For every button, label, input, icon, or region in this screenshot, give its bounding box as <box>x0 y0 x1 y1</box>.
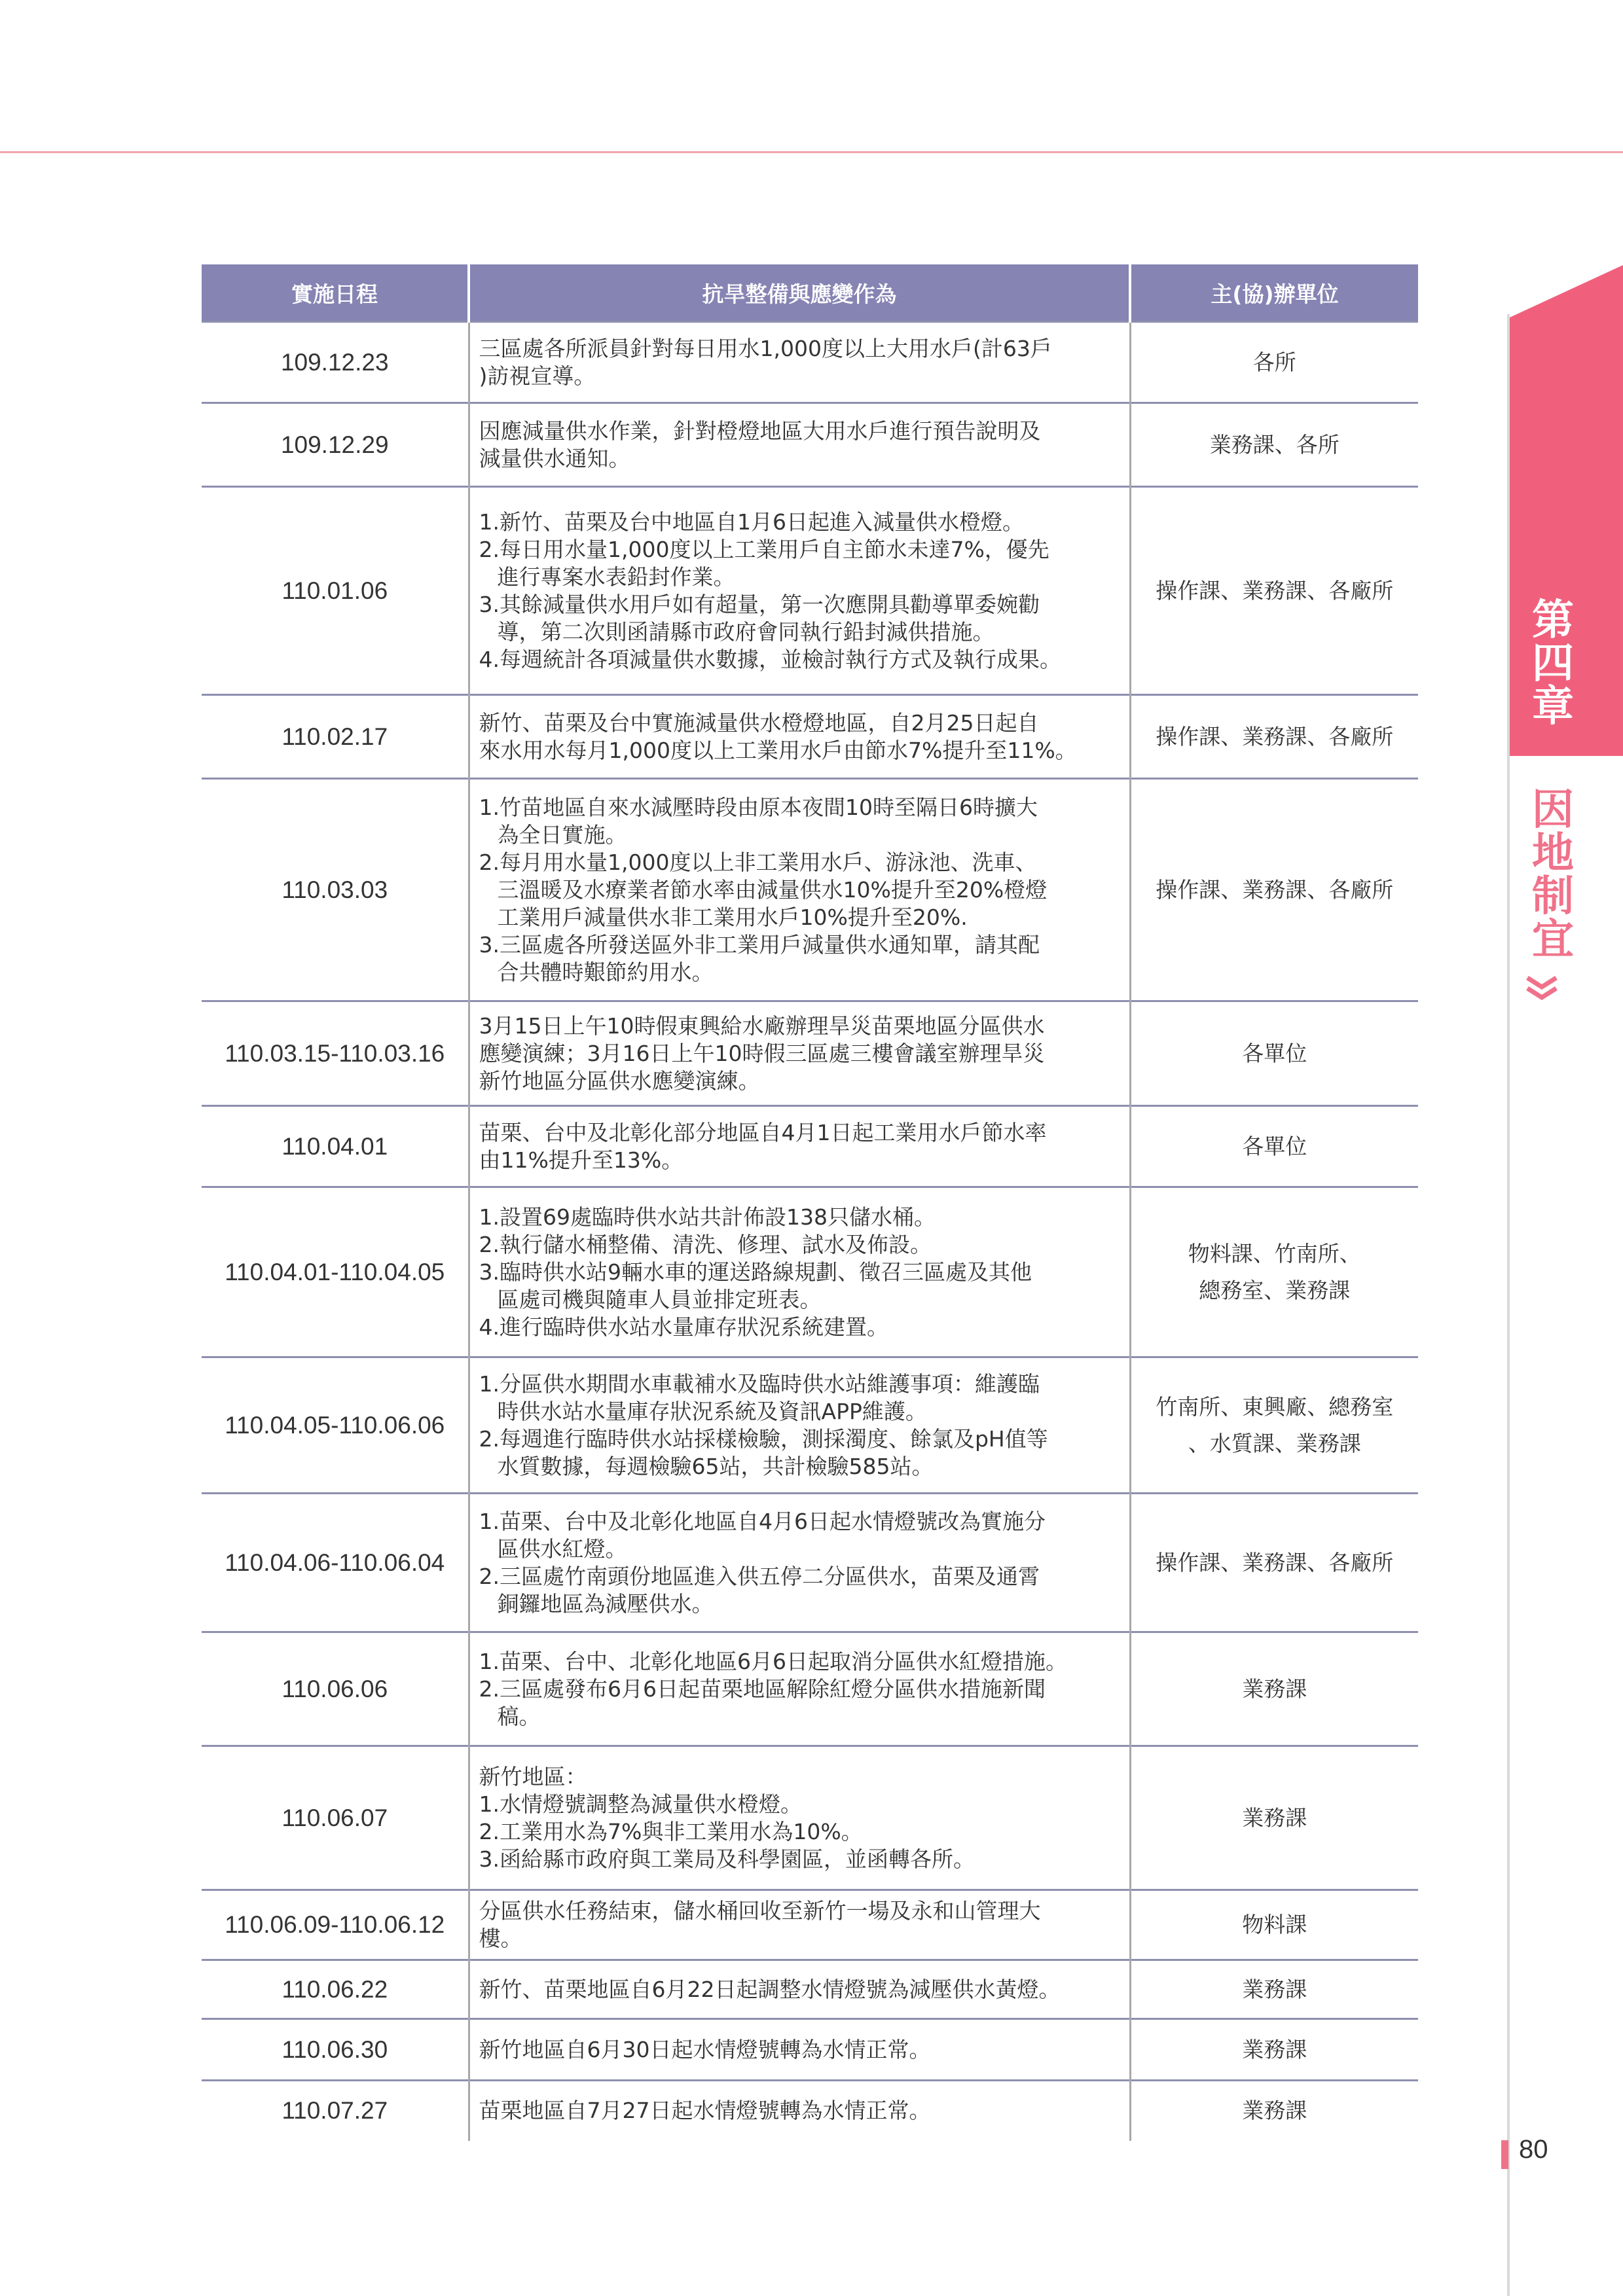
unit-line: 業務課 <box>1242 2036 1307 2062</box>
date-cell: 110.03.03 <box>202 779 469 1001</box>
actions-cell <box>469 1357 1130 1494</box>
unit-line: 各單位 <box>1242 1133 1307 1159</box>
action-line: 稿。 <box>497 1703 541 1729</box>
unit-cell <box>1130 1890 1418 1960</box>
action-line: 新竹地區： <box>479 1763 587 1789</box>
date-cell: 109.12.23 <box>202 322 469 403</box>
action-line: 新竹地區分區供水應變演練。 <box>479 1067 760 1094</box>
table-row <box>202 1494 1418 1632</box>
actions-cell <box>469 1187 1130 1357</box>
action-line: 1.苗栗、台中及北彰化地區自4月6日起水情燈號改為實施分 <box>479 1508 1046 1534</box>
table-row <box>202 2019 1418 2081</box>
table-row <box>202 695 1418 779</box>
action-line: 新竹、苗栗地區自6月22日起調整水情燈號為減壓供水黃燈。 <box>479 1976 1061 2002</box>
chapter-title: 因 地 制 宜 <box>1532 785 1574 964</box>
action-line: 工業用戶減量供水非工業用水戶10%提升至20%. <box>497 904 968 930</box>
unit-line: 各所 <box>1252 349 1296 375</box>
action-line: 合共體時艱節約用水。 <box>497 959 714 985</box>
action-line: 分區供水任務結束，儲水桶回收至新竹一場及永和山管理大 <box>479 1898 1041 1924</box>
chapter-label: 第 四 章 <box>1532 596 1574 731</box>
action-line: 3.三區處各所發送區外非工業用戶減量供水通知單，請其配 <box>479 931 1040 958</box>
action-line: 為全日實施。 <box>497 821 627 848</box>
table-row <box>202 403 1418 487</box>
unit-cell <box>1130 695 1418 779</box>
action-line: 1.苗栗、台中、北彰化地區6月6日起取消分區供水紅燈措施。 <box>479 1648 1067 1674</box>
unit-cell <box>1130 1187 1418 1357</box>
actions-cell <box>469 695 1130 779</box>
date-cell: 110.04.06-110.06.04 <box>202 1494 469 1632</box>
action-line: 2.三區處發布6月6日起苗栗地區解除紅燈分區供水措施新聞 <box>479 1676 1046 1702</box>
unit-line: 操作課、業務課、各廠所 <box>1156 1549 1394 1575</box>
date-cell: 110.01.06 <box>202 487 469 695</box>
action-line: 1.設置69處臨時供水站共計佈設138只儲水桶。 <box>479 1204 936 1230</box>
action-line: 三溫暖及水療業者節水率由減量供水10%提升至20%橙燈 <box>497 876 1048 903</box>
unit-line: 物料課、竹南所、 <box>1188 1240 1361 1266</box>
date-cell: 110.03.15-110.03.16 <box>202 1001 469 1106</box>
table-row <box>202 2081 1418 2141</box>
actions-cell <box>469 1960 1130 2019</box>
unit-line: 總務室、業務課 <box>1199 1277 1351 1303</box>
action-line: 減量供水通知。 <box>479 445 630 471</box>
table-row <box>202 1960 1418 2019</box>
action-line: 1.新竹、苗栗及台中地區自1月6日起進入減量供水橙燈。 <box>479 509 1024 535</box>
action-line: 時供水站水量庫存狀況系統及資訊APP維護。 <box>497 1398 927 1424</box>
unit-cell <box>1130 2081 1418 2141</box>
date-cell: 110.06.09-110.06.12 <box>202 1890 469 1960</box>
header-date: 實施日程 <box>202 264 469 322</box>
unit-cell <box>1130 1357 1418 1494</box>
unit-cell <box>1130 2019 1418 2081</box>
table-row <box>202 1357 1418 1494</box>
table-row <box>202 1187 1418 1357</box>
unit-cell <box>1130 403 1418 487</box>
unit-line: 、水質課、業務課 <box>1188 1430 1361 1456</box>
actions-cell <box>469 1001 1130 1106</box>
date-cell: 110.06.06 <box>202 1632 469 1746</box>
unit-line: 物料課 <box>1242 1912 1307 1937</box>
action-line: 水質數據，每週檢驗65站，共計檢驗585站。 <box>497 1453 934 1479</box>
action-line: 2.三區處竹南頭份地區進入供五停二分區供水，苗栗及通霄 <box>479 1563 1040 1589</box>
date-cell: 109.12.29 <box>202 403 469 487</box>
unit-cell <box>1130 1001 1418 1106</box>
table-row <box>202 1001 1418 1106</box>
drought-response-table <box>202 264 1418 2141</box>
action-line: 3.臨時供水站9輛水車的運送路線規劃、徵召三區處及其他 <box>479 1259 1032 1285</box>
action-line: 新竹、苗栗及台中實施減量供水橙燈地區，自2月25日起自 <box>479 709 1039 736</box>
unit-line: 業務課 <box>1242 1804 1307 1831</box>
table-row <box>202 322 1418 403</box>
action-line: 新竹地區自6月30日起水情燈號轉為水情正常。 <box>479 2036 931 2062</box>
action-line: 1.分區供水期間水車載補水及臨時供水站維護事項：維護臨 <box>479 1371 1040 1397</box>
page-number: 80 <box>1519 2135 1548 2164</box>
action-line: 區供水紅燈。 <box>497 1535 627 1562</box>
actions-cell <box>469 1632 1130 1746</box>
unit-line: 操作課、業務課、各廠所 <box>1156 723 1394 749</box>
unit-line: 業務課 <box>1242 2098 1307 2124</box>
action-line: 2.每月用水量1,000度以上非工業用水戶、游泳池、洗車、 <box>479 849 1037 875</box>
action-line: 進行專案水表鉛封作業。 <box>497 564 735 590</box>
actions-cell <box>469 1494 1130 1632</box>
action-line: 4.每週統計各項減量供水數據，並檢討執行方式及執行成果。 <box>479 646 1061 672</box>
unit-line: 操作課、業務課、各廠所 <box>1156 876 1394 903</box>
actions-cell <box>469 1890 1130 1960</box>
action-line: 苗栗地區自7月27日起水情燈號轉為水情正常。 <box>479 2098 931 2124</box>
action-line: 樓。 <box>479 1926 522 1951</box>
table-row <box>202 1890 1418 1960</box>
unit-cell <box>1130 1632 1418 1746</box>
action-line: 來水用水每月1,000度以上工業用水戶由節水7%提升至11%。 <box>479 737 1077 763</box>
date-cell: 110.06.07 <box>202 1746 469 1890</box>
table-row <box>202 1632 1418 1746</box>
table-row <box>202 779 1418 1001</box>
action-line: 3.函給縣市政府與工業局及科學園區，並函轉各所。 <box>479 1846 975 1872</box>
unit-line: 各單位 <box>1242 1040 1307 1066</box>
action-line: 1.竹苗地區自來水減壓時段由原本夜間10時至隔日6時擴大 <box>479 794 1038 820</box>
date-cell: 110.06.22 <box>202 1960 469 2019</box>
action-line: 導，第二次則函請縣市政府會同執行鉛封減供措施。 <box>497 619 994 645</box>
actions-cell <box>469 779 1130 1001</box>
unit-line: 業務課、各所 <box>1209 431 1340 457</box>
actions-cell <box>469 1106 1130 1187</box>
unit-cell <box>1130 487 1418 695</box>
date-cell: 110.02.17 <box>202 695 469 779</box>
unit-cell <box>1130 1746 1418 1890</box>
table-row <box>202 1746 1418 1890</box>
unit-line: 操作課、業務課、各廠所 <box>1156 577 1394 603</box>
top-rule <box>0 151 1623 153</box>
table-header-row <box>202 264 1418 322</box>
double-chevron-down-icon <box>1522 975 1561 1001</box>
actions-cell <box>469 2081 1130 2141</box>
action-line: 2.執行儲水桶整備、清洗、修理、試水及佈設。 <box>479 1231 932 1257</box>
action-line: 銅鑼地區為減壓供水。 <box>497 1590 714 1617</box>
actions-cell <box>469 403 1130 487</box>
unit-cell <box>1130 1960 1418 2019</box>
action-line: )訪視宣導。 <box>479 363 596 389</box>
table-row <box>202 1106 1418 1187</box>
page-number-marker <box>1501 2140 1508 2169</box>
action-line: 1.水情燈號調整為減量供水橙燈。 <box>479 1791 802 1817</box>
action-line: 4.進行臨時供水站水量庫存狀況系統建置。 <box>479 1314 888 1340</box>
actions-cell <box>469 1746 1130 1890</box>
unit-line: 業務課 <box>1242 1676 1307 1702</box>
action-line: 區處司機與隨車人員並排定班表。 <box>497 1286 822 1312</box>
unit-cell <box>1130 1106 1418 1187</box>
action-line: 苗栗、台中及北彰化部分地區自4月1日起工業用水戶節水率 <box>479 1119 1047 1145</box>
unit-cell <box>1130 322 1418 403</box>
date-cell: 110.04.01-110.04.05 <box>202 1187 469 1357</box>
actions-cell <box>469 487 1130 695</box>
action-line: 由11%提升至13%。 <box>479 1147 684 1173</box>
action-line: 應變演練；3月16日上午10時假三區處三樓會議室辦理旱災 <box>479 1040 1045 1066</box>
unit-line: 竹南所、東興廠、總務室 <box>1156 1393 1394 1420</box>
action-line: 3.其餘減量供水用戶如有超量，第一次應開具勸導單委婉勸 <box>479 591 1040 617</box>
date-cell: 110.04.05-110.06.06 <box>202 1357 469 1494</box>
action-line: 2.工業用水為7%與非工業用水為10%。 <box>479 1818 863 1844</box>
actions-cell <box>469 322 1130 403</box>
unit-cell <box>1130 1494 1418 1632</box>
actions-cell <box>469 2019 1130 2081</box>
unit-line: 業務課 <box>1242 1976 1307 2002</box>
date-cell: 110.07.27 <box>202 2081 469 2141</box>
action-line: 因應減量供水作業，針對橙燈地區大用水戶進行預告說明及 <box>479 418 1041 444</box>
date-cell: 110.06.30 <box>202 2019 469 2081</box>
table-row <box>202 487 1418 695</box>
action-line: 三區處各所派員針對每日用水1,000度以上大用水戶(計63戶 <box>479 335 1052 361</box>
unit-cell <box>1130 779 1418 1001</box>
action-line: 2.每週進行臨時供水站採樣檢驗，測採濁度、餘氯及pH值等 <box>479 1426 1048 1452</box>
header-actions: 抗旱整備與應變作為 <box>469 264 1130 322</box>
header-unit: 主(協)辦單位 <box>1130 264 1418 322</box>
date-cell: 110.04.01 <box>202 1106 469 1187</box>
action-line: 3月15日上午10時假東興給水廠辦理旱災苗栗地區分區供水 <box>479 1013 1045 1039</box>
action-line: 2.每日用水量1,000度以上工業用戶自主節水未達7%，優先 <box>479 536 1049 562</box>
